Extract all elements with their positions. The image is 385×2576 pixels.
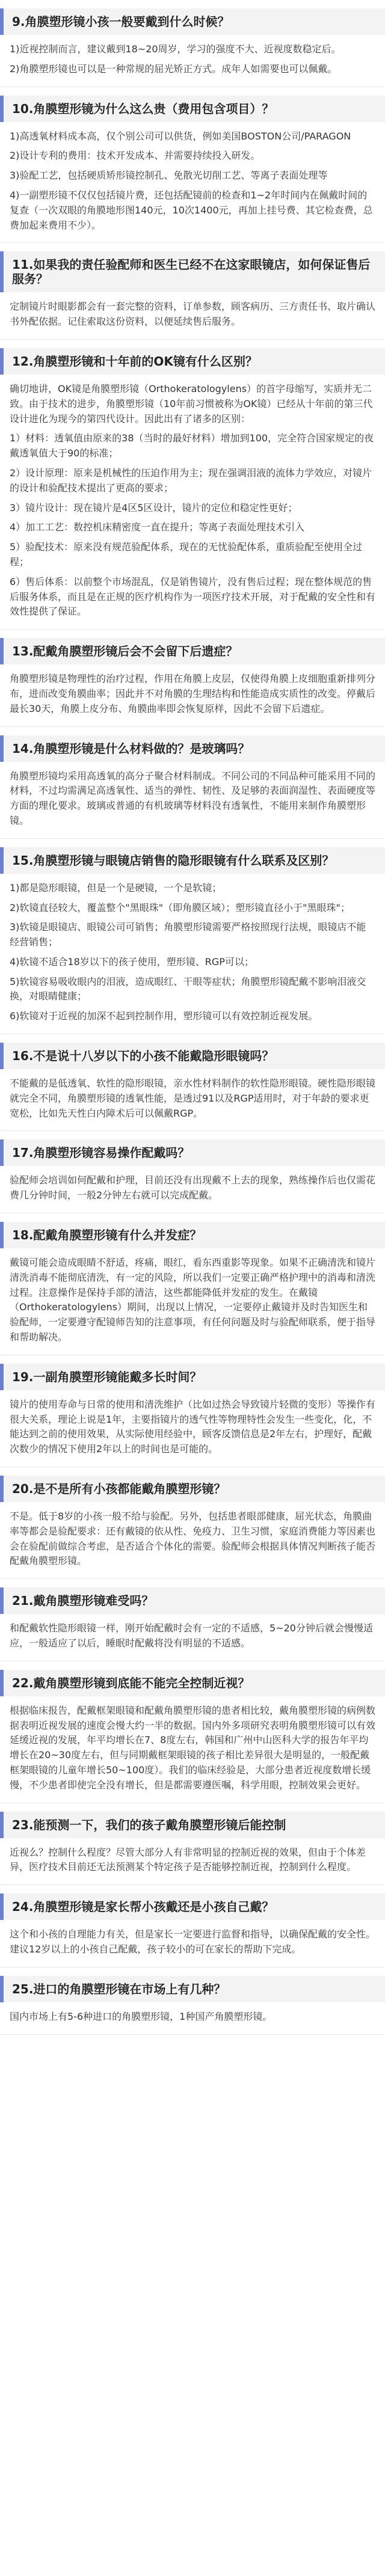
answer-paragraph: 1)近视控制而言，建议戴到18~20周岁，学习的强度不大、近视度数稳定后。 bbox=[10, 43, 341, 55]
answer-paragraph: 3）镜片设计：现在镜片是4区5区设计，镜片的定位和稳定性更好； bbox=[10, 501, 298, 514]
faq-section bbox=[0, 348, 385, 630]
question-heading: 11.如果我的责任验配师和医生已经不在这家眼镜店，如何保证售后服务？ bbox=[0, 251, 385, 292]
answer-paragraph: 2)软镜直径较大，覆盖整个"黑眼珠"（即角膜区域）；塑形镜直径小于"黑眼珠"； bbox=[10, 901, 350, 913]
question-heading: 22.戴角膜塑形镜到底能不能完全控制近视？ bbox=[0, 1670, 385, 1696]
answer-paragraph: 1）材料：透氧值由原来的38（当时的最好材料）增加到100，完全符合国家规定的夜戴透氧值大于90的标准； bbox=[10, 432, 374, 459]
answer-paragraph: 4)一副塑形镜不仅仅包括镜片费，还包括配镜前的检查和1~2年时间内在佩戴时间的复查（一次双眼的角膜地形图140元，10次1400元，再加上挂号费、其它检查费，总费加起来费用不少）。 bbox=[10, 189, 373, 231]
answer-paragraph: 5）验配技术：原来没有规范验配体系，现在的无忧验配体系，重质验配至使用全过程； bbox=[10, 541, 363, 568]
answer-paragraph: 1)高透氧材料成本高，仅个别公司可以供货，例如美国BOSTON公司/PARAGON bbox=[10, 130, 351, 142]
faq-section bbox=[0, 1364, 385, 1467]
answer-body bbox=[0, 1614, 385, 1661]
question-heading: 18.配戴角膜塑形镜有什么并发症？ bbox=[0, 1222, 385, 1248]
answer-paragraph: 3)验配工艺，包括硬质矫形镜控制孔、免散光切削工艺、等离子表面处理等 bbox=[10, 170, 328, 182]
question-heading: 23.能预测一下，我们的孩子戴角膜塑形镜后能控制 bbox=[0, 1812, 385, 1838]
faq-section bbox=[0, 1043, 385, 1131]
faq-section bbox=[0, 1976, 385, 2035]
answer-paragraph: 验配师会培训如何配戴和护理，目前还没有出现戴不上去的现象，熟练操作后也仅需花费几分钟时间，一般2分钟左右就可以完成配戴。 bbox=[10, 1174, 376, 1201]
answer-body bbox=[0, 1696, 385, 1803]
answer-paragraph: 3)软镜是眼镜店、眼镜公司可销售；角膜塑形镜需要严格按照现行法规，眼镜店不能经营销售； bbox=[10, 921, 366, 948]
answer-paragraph: 4)软镜不适合18岁以下的孩子使用，塑形镜、RGP可以； bbox=[10, 955, 254, 968]
answer-body bbox=[0, 1838, 385, 1885]
answer-body bbox=[0, 1502, 385, 1578]
faq-section bbox=[0, 735, 385, 839]
answer-paragraph: 5)软镜容易吸收眼内的泪液，造成眼红、干眼等症状；角膜塑形镜配戴不影响泪液交换，对眼睛健康； bbox=[10, 975, 366, 1002]
answer-paragraph: 角膜塑形镜是物理性的治疗过程，作用在角膜上皮层，仅使得角膜上皮细胞重新排列分布，进而改变角膜曲率；因此并不对角膜的生理结构和性能造成实质性的改变。停戴后最长30天，角膜上皮分布、角膜曲率即会恢复原样，因此不会留下后遗症。 bbox=[10, 673, 376, 714]
faq-section bbox=[0, 1670, 385, 1803]
faq-section bbox=[0, 1894, 385, 1967]
faq-page bbox=[0, 8, 385, 2035]
faq-section bbox=[0, 251, 385, 340]
answer-paragraph: 不能戴的是低透氧、软性的隐形眼镜，亲水性材料制作的软性隐形眼镜。硬性隐形眼镜就完全不同，角膜塑形镜的透氧性能，是透过91以及RGP适用时，对于年龄的要求更宽松，比如先天性白内障术后可以佩戴RGP。 bbox=[10, 1078, 376, 1119]
question-heading: 13.配戴角膜塑形镜后会不会留下后遗症？ bbox=[0, 638, 385, 664]
answer-paragraph: 国内市场上有5-6种进口的角膜塑形镜，1种国产角膜塑形镜。 bbox=[10, 2010, 273, 2022]
faq-section bbox=[0, 1476, 385, 1579]
answer-paragraph: 2）设计原理：原来是机械性的压迫作用为主；现在强调泪液的流体力学效应，对镜片的设计和验配技术提出了更高的要求； bbox=[10, 467, 372, 494]
question-heading: 24.角膜塑形镜是家长帮小孩戴还是小孩自己戴？ bbox=[0, 1894, 385, 1920]
question-heading: 16.不是说十八岁以下的小孩不能戴隐形眼镜吗？ bbox=[0, 1043, 385, 1069]
answer-paragraph: 6)软镜对于近视的加深不起到控制作用，塑形镜可以有效控制近视发展。 bbox=[10, 1010, 318, 1022]
answer-paragraph: 镜片的使用寿命与日常的使用和清洗维护（比如过热会导致镜片轻微的变形）等操作有很大关系，理论上说是1年，主要指镜片的透气性等物理特性会发生一些变化，化，不能达到之前的使用效果，从实际使用经验中，顾客反馈信息是2年左右，护理好，配戴次数少的情况下使用2年以上的时间也是可能的。 bbox=[10, 1398, 376, 1455]
question-heading: 19.一副角膜塑形镜能戴多长时间？ bbox=[0, 1364, 385, 1390]
answer-paragraph: 根据临床报告，配戴框架眼镜和配戴角膜塑形镜的患者相比较，戴角膜塑形镜的病例数据表明近视发展的速度会慢大约一半的数据。国内外多项研究表明角膜塑形镜可以有效延缓近视的发展，年平均增长在7、8度左右，韩国和广州中山医科大学的报告年平均增长在20~30度左右，但与同期戴框架眼镜的孩子相比差异很大是明显的，一般配戴框架眼镜的儿童年增长50~100度）。我们的临床经验是，大部分患者近视度数增长缓慢，不少患者即使完全没有增长，但是都需要遵医嘱，科学用眼，控制效果会更好。 bbox=[10, 1704, 376, 1791]
answer-body bbox=[0, 762, 385, 838]
answer-body bbox=[0, 1920, 385, 1967]
faq-section bbox=[0, 1222, 385, 1355]
answer-paragraph: 戴镜可能会造成眼睛不舒适，疼痛，眼红，看东西重影等现象。如果不正确清洗和镜片清洗消毒不能彻底清洗，有一定的风险，所以我们一定要正确严格护理中的消毒和清洗过程。注意操作是保持手部的清洁，这些都能降低并发症的发生。在戴镜（Orthokeratologylens）期间，出现以上情况，一定要停止戴镜并及时告知医生和验配师，一定要遵守配镜师告知的注意事项，有任何问题及时与验配师联系，便于指导和帮助解决。 bbox=[10, 1257, 376, 1343]
question-heading: 9.角膜塑形镜小孩一般要戴到什么时候？ bbox=[0, 8, 385, 35]
answer-paragraph: 6）售后体系：以前整个市场混乱，仅是销售镜片，没有售后过程；现在整体规范的售后服务体系，而且是在正规的医疗机构作为一项医疗技术开展，对于配戴的安全性和有效性提供了保证。 bbox=[10, 575, 376, 618]
answer-body bbox=[0, 375, 385, 629]
answer-paragraph: 4）加工工艺：数控机床精密度一直在提升；等离子表面处理技术引入 bbox=[10, 521, 305, 533]
question-heading: 12.角膜塑形镜和十年前的OK镜有什么区别？ bbox=[0, 348, 385, 375]
faq-section bbox=[0, 638, 385, 726]
answer-body bbox=[0, 1166, 385, 1213]
answer-paragraph: 这个和小孩的自理能力有关，但是家长一定要进行监督和指导，以确保配戴的安全性。建议12岁以上的小孩自己配戴，孩子较小的可在家长的帮助下完成。 bbox=[10, 1928, 376, 1955]
faq-section bbox=[0, 847, 385, 1034]
answer-body bbox=[0, 1069, 385, 1130]
answer-body bbox=[0, 874, 385, 1034]
question-heading: 15.角膜塑形镜与眼镜店销售的隐形眼镜有什么联系及区别？ bbox=[0, 847, 385, 874]
answer-paragraph: 定制镜片时眼影都会有一套完整的资料，订单参数，顾客病历、三方责任书、取片确认书外配依据。记住索取这份资料，以便延续售后服务。 bbox=[10, 301, 376, 328]
question-heading: 25.进口的角膜塑形镜在市场上有几种？ bbox=[0, 1976, 385, 2002]
answer-paragraph: 1)都是隐形眼镜，但是一个是硬镜，一个是软镜； bbox=[10, 882, 222, 894]
faq-section bbox=[0, 1139, 385, 1213]
answer-paragraph: 不是。低于8岁的小孩一般不给与验配。另外，包括患者眼部健康，屈光状态，角膜曲率等都会是验配要求：还有戴镜的依从性、免疫力、卫生习惯，家庭消费能力等因素也会在验配前做综合考虑，是否适合个体化的需要。验配师会根据具体情况判断孩子能否配戴角膜塑形镜。 bbox=[10, 1510, 376, 1567]
answer-body bbox=[0, 1390, 385, 1467]
answer-body bbox=[0, 1248, 385, 1355]
question-heading: 21.戴角膜塑形镜难受吗？ bbox=[0, 1587, 385, 1614]
faq-section bbox=[0, 1812, 385, 1886]
answer-body bbox=[0, 122, 385, 243]
answer-paragraph: 近视么？控制什么程度？尽管大部分人有非常明显的控制近视的效果，但由于个体差异，医疗技术目前还无法预测某个特定孩子是否能够控制近视，控制到什么程度。 bbox=[10, 1846, 366, 1873]
answer-paragraph: 角膜塑形镜均采用高透氧的高分子聚合材料制成。不同公司的不同品种可能采用不同的材料，不过均需满足高透氧性、适当的弹性、韧性、及足够的表面润湿性、表面硬度等方面的理化要求。玻璃或普通的有机玻璃等材料没有透氧性，不能用来制作角膜塑形镜。 bbox=[10, 770, 376, 826]
question-heading: 20.是不是所有小孩都能戴角膜塑形镜？ bbox=[0, 1476, 385, 1502]
answer-paragraph: 确切地讲，OK镜是角膜塑形镜（Orthokeratologylens）的首字母缩写，实质并无二致。由于技术的进步，角膜塑形镜（10年前习惯被称为OK镜）已经从十年前的第三代设计进化为现今的第四代设计。因此出有了诸多的区别： bbox=[10, 382, 373, 425]
answer-paragraph: 2)设计专利的费用：技术开发成本、并需要持续投入研发。 bbox=[10, 150, 260, 162]
answer-paragraph: 和配戴软性隐形眼镜一样，刚开始配戴时会有一定的不适感，5~20分钟后就会慢慢适应，一般适应了以后，睡眠时配戴将没有明显的不适感。 bbox=[10, 1622, 373, 1649]
answer-body bbox=[0, 2002, 385, 2034]
faq-section bbox=[0, 8, 385, 87]
question-heading: 17.角膜塑形镜容易操作配戴吗？ bbox=[0, 1139, 385, 1166]
answer-body bbox=[0, 292, 385, 339]
question-heading: 10.角膜塑形镜为什么这么贵（费用包含项目）？ bbox=[0, 96, 385, 122]
question-heading: 14.角膜塑形镜是什么材料做的？是玻璃吗？ bbox=[0, 735, 385, 762]
faq-section bbox=[0, 1587, 385, 1661]
answer-body bbox=[0, 664, 385, 726]
answer-body bbox=[0, 35, 385, 87]
faq-section bbox=[0, 96, 385, 244]
answer-paragraph: 2)角膜塑形镜也可以是一种常规的屈光矫正方式。成年人如需要也可以佩戴。 bbox=[10, 63, 337, 75]
